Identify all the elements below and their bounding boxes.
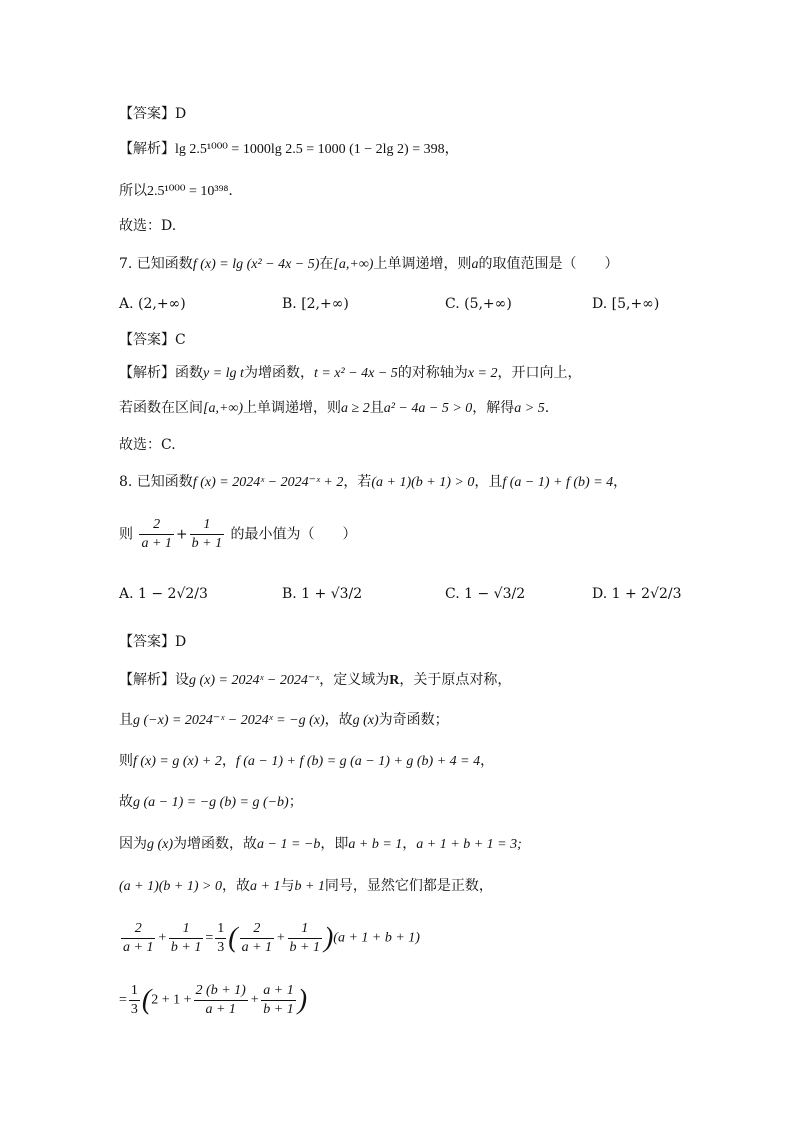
punct: ， [221, 753, 236, 769]
analysis-q6-line2 [119, 181, 233, 202]
text: 且 [369, 400, 384, 416]
text: 为增函数， [243, 365, 314, 381]
answer-q7 [119, 330, 186, 350]
choice-q6 [119, 216, 176, 236]
fraction-2b1-over-a1: $\frac{2 (b + 1)}{a + 1}$ [195, 983, 246, 1017]
text: ，关于原点对称， [399, 672, 512, 688]
interval: [a,+∞) [203, 401, 244, 416]
formula: t = x² − 4x − 5 [313, 366, 398, 381]
text: 为增函数，故 [173, 836, 258, 852]
formula: f (a − 1) + f (b) = g (a − 1) + g (b) + 4 = 4 [235, 754, 481, 769]
q7-option-d[interactable]: D. [5,+∞) [592, 296, 660, 312]
formula: 2 + 1 + [151, 992, 192, 1008]
formula: (a + 1)(b + 1) > 0 [371, 475, 475, 490]
formula: a + b = 1 [348, 837, 403, 852]
punct: . [228, 183, 233, 199]
formula: g (a − 1) = −g (b) = g (−b) [133, 795, 289, 810]
text: 且 [119, 712, 133, 728]
equals-sign: = [119, 992, 127, 1008]
answer-text: 【答案】D [119, 106, 187, 122]
text: 上单调递增，则 [373, 256, 472, 272]
punct: . [544, 400, 550, 416]
real-set-symbol: R [389, 673, 400, 688]
analysis-q8-line7: $\frac{2}{a + 1}$ + $\frac{1}{b + 1}$ = $\frac{1}{3}$ ( $\frac{2}{a + 1}$ + $\frac{1}{b + 1}$ )(a + 1 + b + 1) [123, 921, 420, 955]
text: 同号，显然它们都是正数， [324, 878, 493, 894]
text: 则 [119, 753, 133, 769]
analysis-q8-line2 [119, 710, 449, 731]
text: ，若 [343, 474, 372, 490]
fraction-a1-over-b1: $\frac{a + 1}{b + 1}$ [263, 983, 294, 1017]
text: 故 [119, 794, 133, 810]
function-formula: f (x) = 2024ˣ − 2024⁻ˣ + 2 [192, 475, 344, 490]
text: 【解析】设 [119, 672, 189, 688]
analysis-q8-line8: = $\frac{1}{3}$ (2 + 1 + $\frac{2 (b + 1)}{a + 1}$ + $\frac{a + 1}{b + 1}$ ) [119, 983, 308, 1017]
analysis-q6-line1 [119, 139, 459, 160]
text: 的取值范围是（ ） [478, 256, 619, 272]
variable: a [471, 257, 479, 272]
text: 上单调递增，则 [243, 400, 342, 416]
text: 的最小值为（ ） [230, 526, 357, 543]
fraction-1-over-3: $\frac{1}{3}$ [130, 983, 138, 1017]
punct: ； [288, 794, 303, 810]
analysis-q8-line1 [119, 670, 511, 691]
q8-option-d[interactable]: D. 1 + 2√2/3 [592, 586, 682, 602]
question-7 [119, 254, 618, 275]
analysis-q8-line5 [119, 834, 522, 855]
text: ，且 [474, 474, 503, 490]
question-8 [119, 472, 627, 493]
text: 所以 [119, 183, 147, 199]
fraction-1-over-b1: $\frac{1}{b + 1}$ [191, 517, 223, 551]
choice-text: 故选：D. [119, 218, 177, 234]
choice-text: 故选：C. [119, 437, 176, 453]
text: ，解得 [472, 400, 515, 416]
answer-text: 【答案】C [119, 332, 186, 348]
fraction-1-over-b1-inner: $\frac{1}{b + 1}$ [289, 921, 320, 955]
text: ，故 [324, 712, 353, 728]
punct: ， [444, 141, 459, 157]
fraction-2-over-a1: $\frac{2}{a + 1}$ [123, 921, 154, 955]
answer-q8 [119, 632, 186, 652]
formula: a > 5 [514, 401, 545, 416]
q7-option-a[interactable]: A. (2,+∞) [119, 296, 186, 312]
interval: [a,+∞) [333, 257, 374, 272]
formula: f (a − 1) + f (b) = 4 [502, 475, 614, 490]
formula: b + 1 [294, 879, 325, 894]
analysis-q7-line2 [119, 398, 549, 419]
text: ，定义域为 [319, 672, 390, 688]
question-8-line2: 则 $\frac{2}{a + 1}$ + $\frac{1}{b + 1}$ 的最小值为（ ） [119, 517, 357, 551]
analysis-formula: lg 2.5¹⁰⁰⁰ = 1000lg 2.5 = 1000 (1 − 2lg 2) = 398 [175, 142, 445, 157]
formula: f (x) = g (x) + 2 [133, 754, 222, 769]
analysis-q8-line3 [119, 751, 494, 772]
analysis-label: 【解析】 [119, 141, 175, 157]
q7-option-c[interactable]: C. (5,+∞) [445, 296, 512, 312]
text: 在 [319, 256, 334, 272]
formula: a ≥ 2 [341, 401, 370, 416]
text: ，开口向上， [497, 365, 582, 381]
q8-option-a[interactable]: A. 1 − 2√2/3 [119, 586, 208, 602]
formula: g (x) [147, 837, 174, 852]
choice-q7 [119, 435, 176, 455]
analysis-q8-line4 [119, 792, 303, 813]
formula: (a + 1)(b + 1) > 0 [119, 879, 222, 894]
text: 的对称轴为 [397, 365, 468, 381]
formula: g (x) = 2024ˣ − 2024⁻ˣ [189, 673, 320, 688]
punct: ， [613, 474, 628, 490]
formula: y = lg t [203, 366, 244, 381]
formula: a² − 4a − 5 > 0 [383, 401, 473, 416]
answer-q6 [119, 104, 186, 124]
formula: (a + 1 + b + 1) [333, 930, 420, 946]
formula: x = 2 [467, 366, 498, 381]
fraction-1-over-3: $\frac{1}{3}$ [217, 921, 225, 955]
formula: a + 1 + b + 1 = 3; [416, 837, 522, 852]
analysis-q8-line6 [119, 876, 493, 897]
formula: a − 1 = −b [257, 837, 321, 852]
text: 为奇函数； [378, 712, 449, 728]
q8-option-c[interactable]: C. 1 − √3/2 [445, 586, 526, 602]
text: 则 [119, 526, 133, 543]
q8-option-b[interactable]: B. 1 + √3/2 [282, 586, 363, 602]
text: 因为 [119, 836, 147, 852]
question-text: 7. 已知函数 [119, 256, 193, 272]
punct: ， [480, 753, 495, 769]
formula: g (−x) = 2024⁻ˣ − 2024ˣ = −g (x) [133, 713, 325, 728]
text: 与 [280, 878, 295, 894]
formula: 2.5¹⁰⁰⁰ = 10³⁹⁸ [147, 184, 229, 199]
fraction-1-over-b1: $\frac{1}{b + 1}$ [170, 921, 202, 955]
punct: ， [402, 836, 417, 852]
answer-text: 【答案】D [119, 634, 187, 650]
analysis-q7-line1 [119, 363, 581, 384]
q7-option-b[interactable]: B. [2,+∞) [282, 296, 349, 312]
fraction-2-over-a1-inner: $\frac{2}{a + 1}$ [241, 921, 273, 955]
text: ，故 [222, 878, 250, 894]
formula: a + 1 [250, 879, 281, 894]
function-formula: f (x) = lg (x² − 4x − 5) [192, 257, 320, 272]
text: 【解析】函数 [119, 365, 203, 381]
question-text: 8. 已知函数 [119, 474, 193, 490]
fraction-2-over-a1: $\frac{2}{a + 1}$ [141, 517, 172, 551]
text: 若函数在区间 [119, 400, 203, 416]
text: ，即 [320, 836, 349, 852]
formula: g (x) [352, 713, 379, 728]
